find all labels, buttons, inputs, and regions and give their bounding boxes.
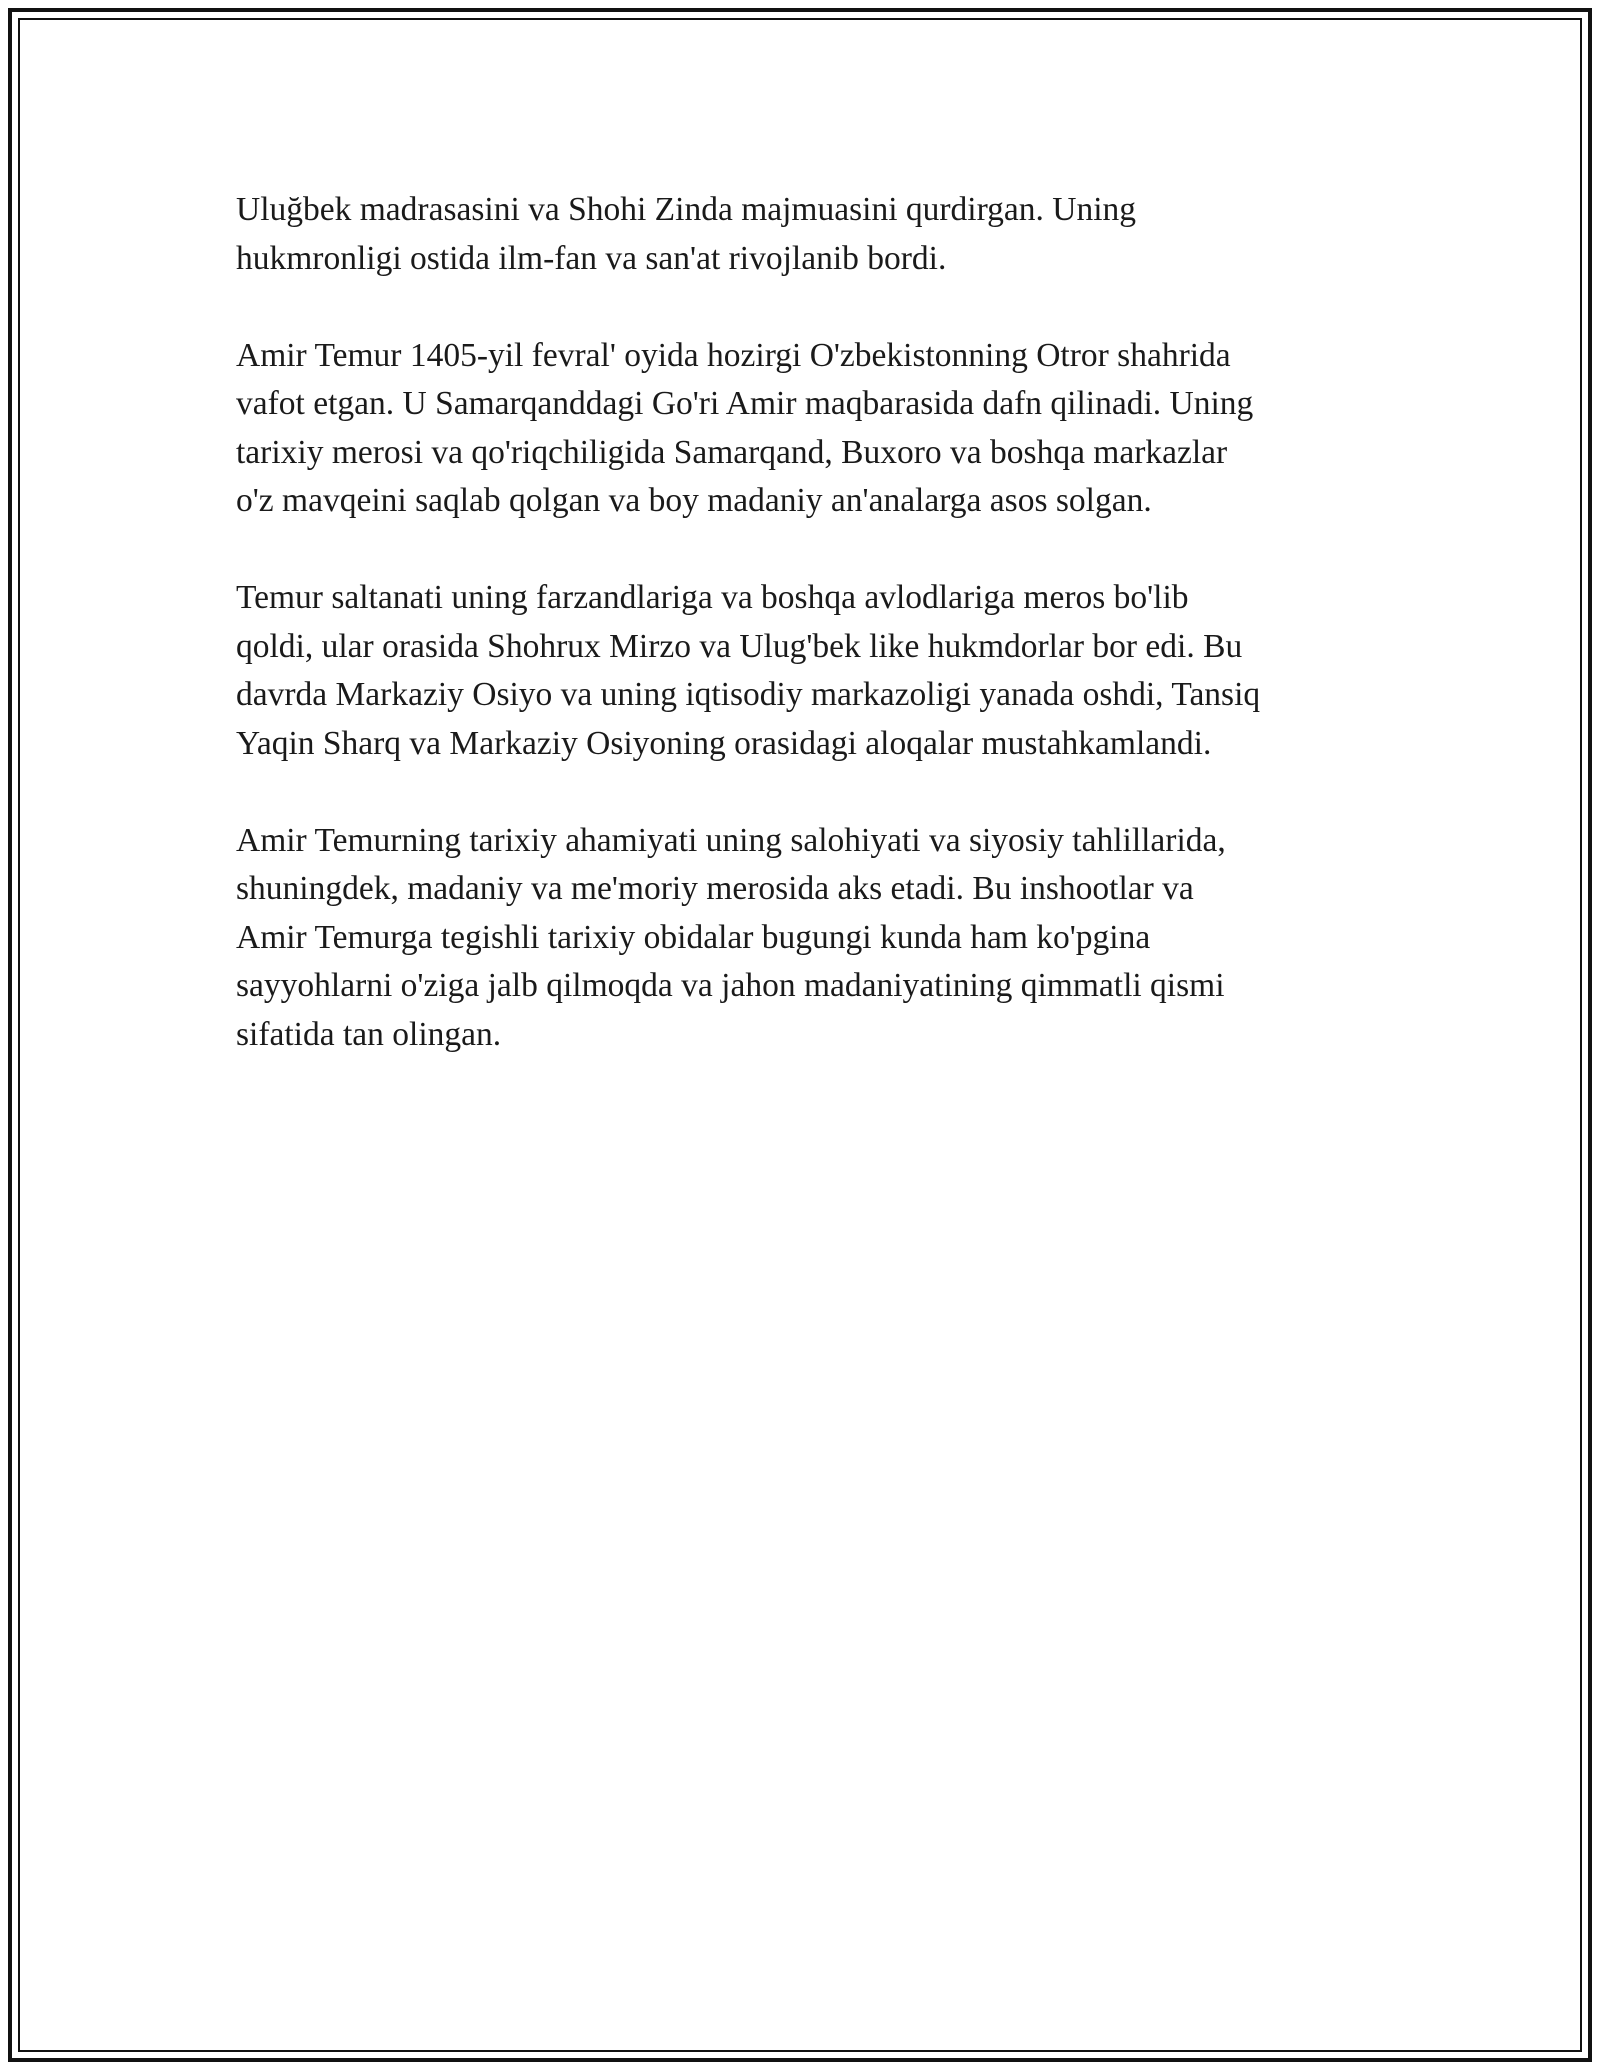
paragraph-2	[236, 332, 1386, 526]
paragraph-line: shuningdek, madaniy va me'moriy merosida aks etadi. Bu inshootlar va	[236, 870, 1194, 907]
paragraph-line: Yaqin Sharq va Markaziy Osiyoning orasidagi aloqalar mustahkamlandi.	[236, 724, 1212, 762]
paragraph-line: Amir Temur 1405-yil fevral' oyida hozirgi O'zbekistonning Otror shahrida	[236, 336, 1231, 374]
paragraph-line: Uluğbek madrasasini va Shohi Zinda majmuasini qurdirgan. Uning	[236, 191, 1137, 228]
paragraph-line: Temur saltanati uning farzandlariga va boshqa avlodlariga meros bo'lib	[236, 579, 1189, 616]
paragraph-line: hukmronligi ostida ilm-fan va san'at rivojlanib bordi.	[236, 239, 947, 277]
paragraph-line: qoldi, ular orasida Shohrux Mirzo va Ulug'bek like hukmdorlar bor edi. Bu	[236, 627, 1243, 665]
paragraph-line: sifatida tan olingan.	[236, 1015, 502, 1053]
paragraph-3	[236, 574, 1386, 768]
paragraph-line: tarixiy merosi va qo'riqchiligida Samarqand, Buxoro va boshqa markazlar	[236, 433, 1228, 471]
paragraph-line: davrda Markaziy Osiyo va uning iqtisodiy markazoligi yanada oshdi, Tansiq	[236, 676, 1261, 713]
paragraph-line: vafot etgan. U Samarqanddagi Go'ri Amir maqbarasida dafn qilinadi. Uning	[236, 385, 1254, 422]
paragraph-line: o'z mavqeini saqlab qolgan va boy madaniy an'analarga asos solgan.	[236, 482, 1152, 519]
paragraph-line: sayyohlarni o'ziga jalb qilmoqda va jahon madaniyatining qimmatli qismi	[236, 967, 1225, 1004]
paragraph-4	[236, 817, 1386, 1060]
paragraph-1	[236, 186, 1386, 283]
document-body	[236, 186, 1386, 1108]
paragraph-line: Amir Temurning tarixiy ahamiyati uning salohiyati va siyosiy tahlillarida,	[236, 821, 1226, 859]
paragraph-line: Amir Temurga tegishli tarixiy obidalar bugungi kunda ham ko'pgina	[236, 918, 1151, 956]
